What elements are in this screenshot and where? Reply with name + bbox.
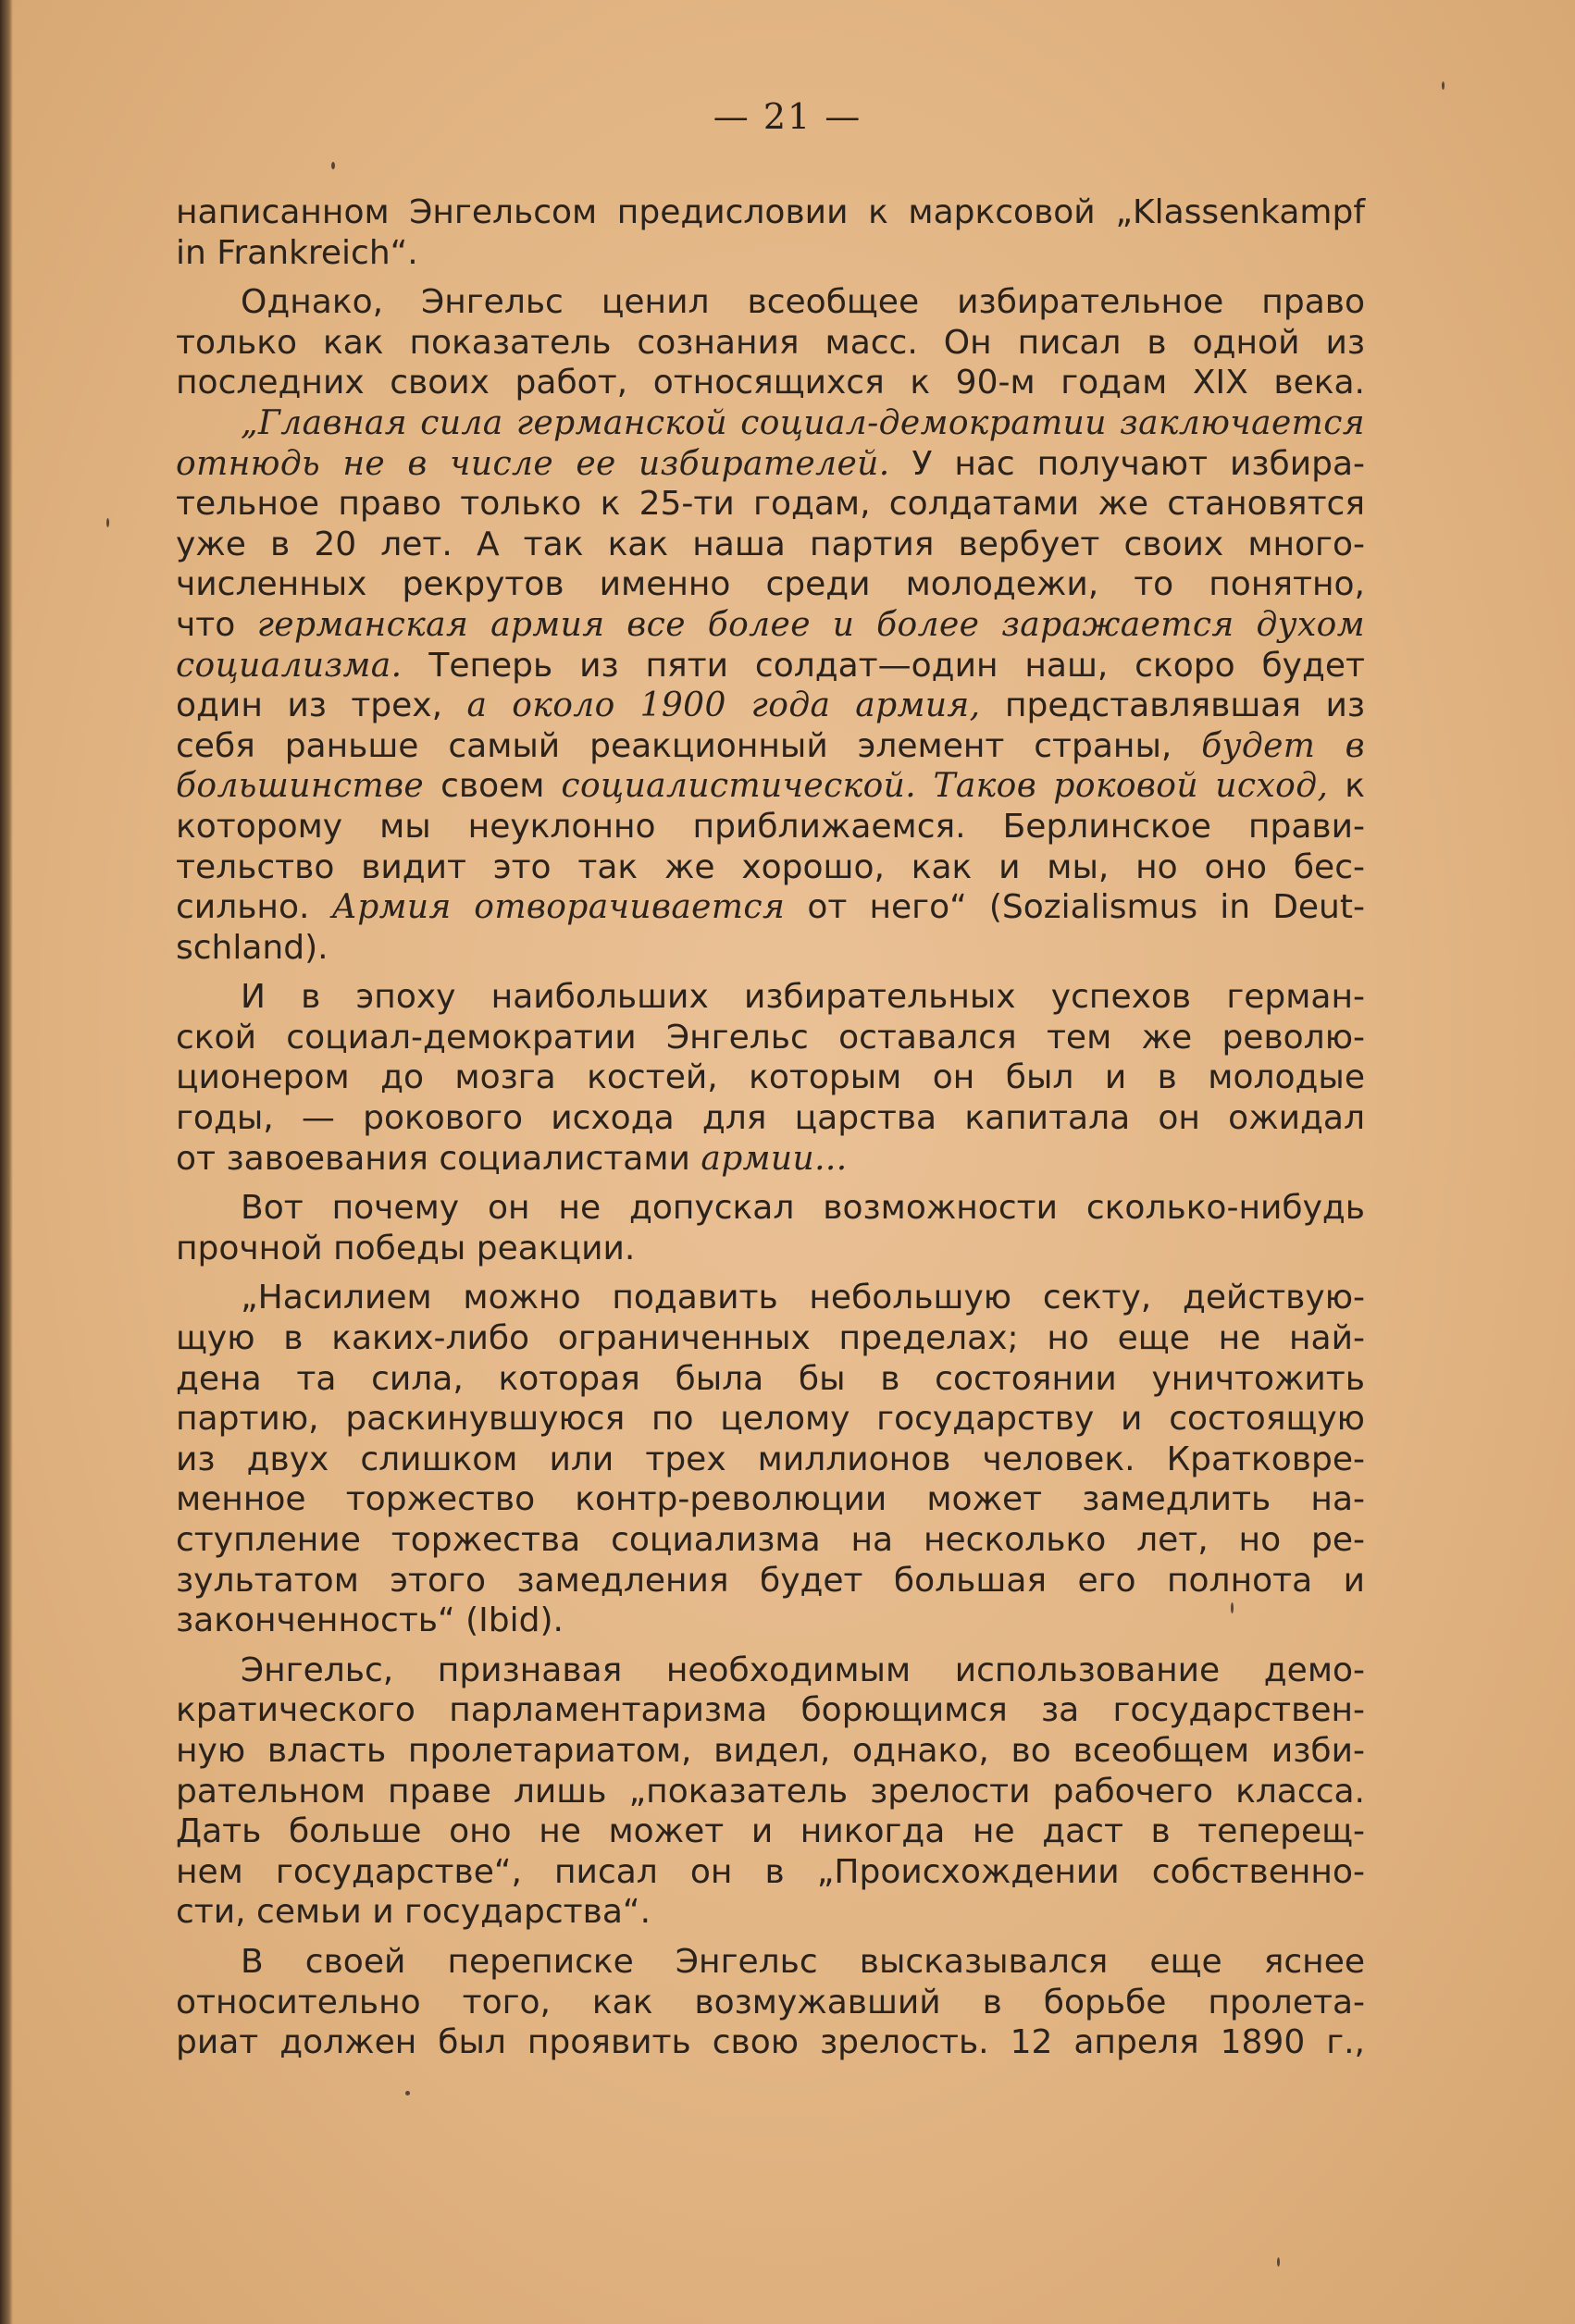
page-binding-edge <box>0 0 13 2324</box>
paragraph <box>176 192 1365 273</box>
text-span: „Насилием можно подавить небольшую секту, действую- <box>241 1279 1365 1317</box>
text-line <box>176 282 1365 323</box>
text-line <box>176 1983 1365 2023</box>
text-span: сильно. <box>176 888 332 927</box>
text-span: своем <box>424 767 562 806</box>
text-line <box>176 1479 1365 1520</box>
text-span: от него“ (Sozialismus in Deut- <box>785 888 1365 927</box>
text-line <box>176 1057 1365 1098</box>
paper-speck <box>1277 2257 1280 2267</box>
paragraph-gap <box>176 273 1365 282</box>
text-span: прочной победы реакции. <box>176 1229 636 1267</box>
text-line <box>176 1229 1365 1269</box>
text-span: численных рекрутов именно среди молодежи, то понятно, <box>176 565 1365 604</box>
text-line <box>176 1359 1365 1400</box>
text-span: нем государстве“, писал он в „Происхождении собственно- <box>176 1852 1365 1891</box>
text-line <box>176 1690 1365 1731</box>
italic-text-span: большинстве <box>176 767 425 806</box>
text-line <box>176 1601 1365 1641</box>
text-line <box>176 977 1365 1018</box>
text-line <box>176 403 1365 444</box>
text-line <box>176 1561 1365 1601</box>
paragraph-gap <box>176 968 1365 977</box>
text-span: ской социал-демократии Энгельс оставался тем же револю- <box>176 1018 1365 1057</box>
paper-speck <box>106 518 109 527</box>
text-span: менное торжество контр-революции может замедлить на- <box>176 1480 1365 1519</box>
text-line <box>176 1892 1365 1933</box>
text-span: Дать больше оно не может и никогда не даст в теперещ- <box>176 1812 1365 1851</box>
text-line <box>176 1399 1365 1440</box>
text-line <box>176 1018 1365 1058</box>
text-span: годы, — рокового исхода для царства капитала он ожидал <box>176 1099 1365 1138</box>
paragraph <box>176 1188 1365 1268</box>
text-span: Энгельс, признавая необходимым использование демо- <box>241 1650 1365 1689</box>
text-span: ную власть пролетариатом, видел, однако, во всеобщем изби- <box>176 1731 1365 1770</box>
text-span: себя раньше самый реакционный элемент страны, <box>176 726 1202 765</box>
text-span: зультатом этого замедления будет большая его полнота и <box>176 1561 1365 1600</box>
text-line <box>176 1772 1365 1812</box>
text-line <box>176 928 1365 969</box>
paragraph <box>176 977 1365 1179</box>
text-span: один из трех, <box>176 686 467 725</box>
text-span: кратического парламентаризма борющимся за государствен- <box>176 1691 1365 1730</box>
text-span: только как показатель сознания масс. Он писал в одной из <box>176 323 1365 362</box>
text-line <box>176 1278 1365 1318</box>
body-text <box>176 192 1365 2063</box>
text-line <box>176 525 1365 565</box>
text-span: к <box>1328 767 1366 806</box>
text-line <box>176 233 1365 274</box>
text-span: in Frankreich“. <box>176 233 418 272</box>
text-line <box>176 847 1365 888</box>
text-span: тельство видит это так же хорошо, как и мы, но оно бес- <box>176 847 1365 886</box>
text-line <box>176 1139 1365 1180</box>
text-line <box>176 1852 1365 1893</box>
text-line <box>176 1811 1365 1852</box>
text-line <box>176 1188 1365 1229</box>
text-span: В своей переписке Энгельс высказывался еще яснее <box>241 1942 1365 1981</box>
paper-speck <box>331 162 335 169</box>
text-line <box>176 1942 1365 1983</box>
text-span: риат должен был проявить свою зрелость. 12 апреля 1890 г., <box>176 2023 1365 2062</box>
text-span: Теперь из пяти солдат—один наш, скоро будет <box>402 646 1365 685</box>
text-span: уже в 20 лет. А так как наша партия вербует своих много- <box>176 525 1365 563</box>
text-span: ступление торжества социализма на несколько лет, но ре- <box>176 1521 1365 1559</box>
text-span: сти, семьи и государства“. <box>176 1893 651 1932</box>
paragraph <box>176 1278 1365 1640</box>
text-span: законченность“ (Ibid). <box>176 1601 564 1640</box>
text-span: дена та сила, которая была бы в состоянии уничтожить <box>176 1359 1365 1398</box>
italic-text-span: „Главная сила германской социал-демократии заключается <box>241 403 1365 442</box>
text-line <box>176 807 1365 847</box>
italic-text-span: а около 1900 года армия, <box>466 686 981 725</box>
text-line <box>176 1318 1365 1359</box>
text-span: от завоевания социалистами <box>176 1139 701 1178</box>
italic-text-span: будет в <box>1201 726 1366 765</box>
text-line <box>176 605 1365 646</box>
paragraph <box>176 1650 1365 1933</box>
text-span: последних своих работ, относящихся к 90-м годам XIX века. <box>176 364 1365 402</box>
paragraph <box>176 282 1365 968</box>
text-span: У нас получают избира- <box>889 444 1366 483</box>
text-line <box>176 766 1365 807</box>
text-line <box>176 726 1365 767</box>
text-span: И в эпоху наибольших избирательных успехов герман- <box>241 978 1365 1017</box>
text-line <box>176 564 1365 605</box>
text-span: Однако, Энгельс ценил всеобщее избирательное право <box>241 283 1365 322</box>
italic-text-span: социалистической. Таков роковой исход, <box>561 767 1329 806</box>
paragraph-gap <box>176 1933 1365 1942</box>
text-span: партию, раскинувшуюся по целому государству и состоящую <box>176 1400 1365 1439</box>
text-line <box>176 484 1365 525</box>
paragraph-gap <box>176 1268 1365 1278</box>
text-span: что <box>176 605 257 644</box>
text-line <box>176 444 1365 485</box>
paper-speck <box>1442 81 1445 90</box>
text-span: относительно того, как возмужавший в борьбе пролета- <box>176 1983 1365 2021</box>
text-span: которому мы неуклонно приближаемся. Берлинское прави- <box>176 807 1365 846</box>
italic-text-span: германская армия все более и более заражается духом <box>256 605 1365 644</box>
text-span: schland). <box>176 928 329 967</box>
page-number: — 21 — <box>713 96 862 137</box>
text-line <box>176 1731 1365 1772</box>
text-line <box>176 686 1365 726</box>
italic-text-span: армии... <box>701 1139 848 1178</box>
text-line <box>176 192 1365 233</box>
text-span: представлявшая из <box>980 686 1366 725</box>
text-span: из двух слишком или трех миллионов человек. Кратковре- <box>176 1440 1365 1478</box>
text-span: рательном праве лишь „показатель зрелости рабочего класса. <box>176 1772 1365 1811</box>
text-span: тельное право только к 25-ти годам, солдатами же становятся <box>176 485 1365 524</box>
italic-text-span: социализма. <box>176 646 403 685</box>
text-span: щую в каких-либо ограниченных пределах; но еще не най- <box>176 1319 1365 1358</box>
paper-speck <box>1231 1602 1234 1613</box>
paragraph-gap <box>176 1179 1365 1188</box>
text-line <box>176 1650 1365 1691</box>
italic-text-span: Армия отворачивается <box>331 888 786 927</box>
text-line <box>176 1440 1365 1480</box>
text-line <box>176 363 1365 403</box>
text-line <box>176 1098 1365 1139</box>
paper-speck <box>405 2091 410 2095</box>
text-span: ционером до мозга костей, которым он был и в молодые <box>176 1058 1365 1097</box>
text-line <box>176 887 1365 928</box>
paragraph-gap <box>176 1641 1365 1650</box>
text-span: написанном Энгельсом предисловии к марксовой „Klassenkampf <box>176 193 1365 231</box>
text-line <box>176 2022 1365 2063</box>
text-span: Вот почему он не допускал возможности сколько-нибудь <box>241 1189 1365 1228</box>
paragraph <box>176 1942 1365 2063</box>
text-line <box>176 323 1365 364</box>
text-line <box>176 1520 1365 1561</box>
italic-text-span: отнюдь не в числе ее избирателей. <box>176 444 890 483</box>
text-line <box>176 646 1365 686</box>
